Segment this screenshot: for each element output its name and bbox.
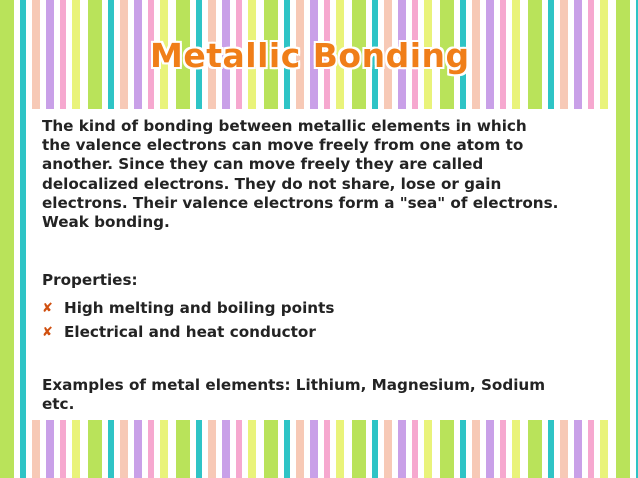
- paragraph-line: another. Since they can move freely they are called: [42, 155, 484, 174]
- slide-title: Metallic Bonding: [150, 36, 470, 75]
- list-item-text: High melting and boiling points: [64, 299, 335, 317]
- paragraph-line: delocalized electrons. They do not share, lose or gain: [42, 174, 502, 193]
- list-item: [42, 296, 334, 320]
- examples-paragraph: [42, 376, 545, 414]
- paragraph-line: The kind of bonding between metallic elements in which: [42, 117, 527, 135]
- properties-list: [42, 296, 334, 344]
- examples-line: Examples of metal elements: Lithium, Magnesium, Sodium: [42, 376, 546, 394]
- definition-paragraph: [42, 117, 614, 232]
- examples-line: etc.: [42, 395, 75, 414]
- paragraph-line: electrons. Their valence electrons form a "sea" of electrons.: [42, 193, 559, 212]
- list-item-text: Electrical and heat conductor: [64, 323, 316, 341]
- properties-heading: Properties:: [42, 271, 138, 289]
- x-mark-icon: ✘: [42, 300, 53, 316]
- list-item: [42, 320, 334, 344]
- paragraph-line: Weak bonding.: [42, 213, 170, 232]
- paragraph-line: the valence electrons can move freely from one atom to: [42, 136, 524, 155]
- content-panel: [32, 109, 610, 420]
- x-mark-icon: ✘: [42, 324, 53, 340]
